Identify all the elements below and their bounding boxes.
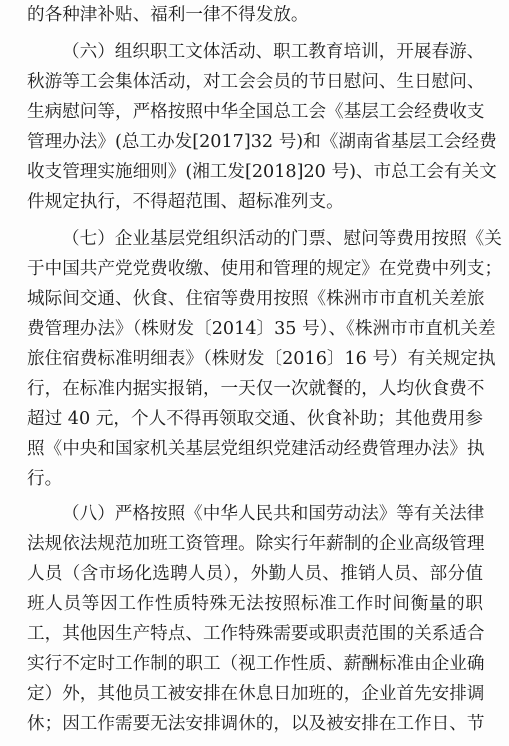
text-line: 的各种津补贴、福利一律不得发放。	[27, 5, 309, 25]
text-line: 行。	[27, 469, 63, 489]
text-line: 城际间交通、伙食、住宿等费用按照《株洲市市直机关差旅	[27, 289, 485, 309]
text-line: 实行不定时工作制的职工（视工作性质、薪酬标准由企业确	[27, 654, 485, 674]
text-line: 行，在标准内据实报销，一天仅一次就餐的，人均伙食费不	[27, 379, 485, 399]
text-line: 人员（含市场化选聘人员），外勤人员、推销人员、部分值	[27, 564, 483, 584]
text-line: 班人员等因工作性质特殊无法按照标准工作时间衡量的职	[27, 594, 483, 614]
text-line: 秋游等工会集体活动，对工会会员的节日慰问、生日慰问、	[27, 72, 485, 92]
text-line: （八）严格按照《中华人民共和国劳动法》等有关法律	[62, 504, 485, 524]
text-line: 定）外，其他员工被安排在休息日加班的，企业首先安排调	[27, 684, 485, 704]
text-line: 旅住宿费标准明细表》（株财发〔2016〕16 号）有关规定执	[27, 349, 496, 369]
text-line: 件规定执行，不得超范围、超标准列支。	[27, 192, 344, 212]
text-line: 照《中央和国家机关基层党组织党建活动经费管理办法》执	[27, 439, 485, 459]
text-line: 生病慰问等，严格按照中华全国总工会《基层工会经费收支	[27, 102, 485, 122]
text-line: 休；因工作需要无法安排调休的，以及被安排在工作日、节	[27, 714, 485, 734]
text-line: 工，其他因生产特点、工作特殊需要或职责范围的关系适合	[27, 624, 485, 644]
text-line: 管理办法》(总工办发[2017]32 号)和《湖南省基层工会经费	[27, 132, 497, 152]
text-line: 收支管理实施细则》(湘工发[2018]20 号)、市总工会有关文	[27, 162, 497, 182]
text-line: 于中国共产党党费收缴、使用和管理的规定》在党费中列支；	[27, 259, 503, 279]
text-line: 法规依法规范加班工资管理。除实行年薪制的企业高级管理	[27, 534, 485, 554]
text-line: （七）企业基层党组织活动的门票、慰问等费用按照《关	[62, 229, 502, 249]
text-line: 超过 40 元，个人不得再领取交通、伙食补助；其他费用参	[27, 409, 483, 429]
text-line: （六）组织职工文体活动、职工教育培训，开展春游、	[62, 42, 485, 62]
text-line: 费管理办法》（株财发〔2014〕35 号）、《株洲市市直机关差	[27, 319, 496, 339]
